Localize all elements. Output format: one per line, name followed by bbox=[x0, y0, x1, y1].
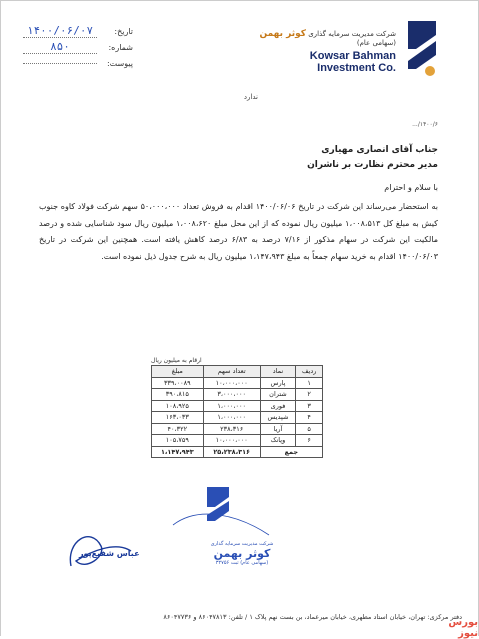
total-row bbox=[152, 446, 323, 458]
cell: ۴۰،۳۲۲ bbox=[152, 423, 204, 435]
header-amount: مبلغ bbox=[152, 366, 204, 378]
company-header bbox=[236, 29, 396, 74]
cell: ۱۰۸،۹۲۵ bbox=[152, 400, 204, 412]
table-row bbox=[152, 400, 323, 412]
table-unit-note: ارقام به میلیون ریال bbox=[151, 357, 202, 364]
company-name-en-1: Kowsar Bahman bbox=[309, 50, 396, 62]
purchase-table bbox=[151, 365, 323, 458]
attachment-note: ندارد bbox=[243, 93, 258, 101]
cell: ۲۳۸،۳۱۶ bbox=[203, 423, 260, 435]
number-row bbox=[23, 39, 133, 55]
addressee bbox=[307, 143, 438, 173]
number-value: ۸۵۰ bbox=[23, 40, 97, 54]
company-name-en-2: Investment Co. bbox=[317, 62, 396, 74]
stamp-line-3: (سهامی عام) ثبت ۳۲۷۵۶ bbox=[215, 560, 269, 566]
attachment-label: پیوست: bbox=[106, 58, 133, 68]
signatory-name: عباس شفیع‌پور bbox=[79, 549, 140, 558]
footer-address: دفتر مرکزی: تهران، خیابان استاد مطهری، خیابان میرعماد، بن بست نهم پلاک ۱ / تلفن: ۸۶۰۴۷۸۱۳ و ۸۶۰۴۷۷۳۶ bbox=[163, 613, 462, 621]
cell: شتران bbox=[260, 389, 295, 401]
header-shares: تعداد سهم bbox=[203, 366, 260, 378]
cell: ۱۶۳،۰۳۳ bbox=[152, 412, 204, 424]
stamp-line-1: شرکت مدیریت سرمایه گذاری bbox=[210, 541, 274, 547]
cell: پارس bbox=[260, 377, 295, 389]
date-label: تاریخ: bbox=[114, 26, 133, 36]
total-shares: ۲۵،۲۳۸،۳۱۶ bbox=[203, 446, 260, 458]
cell: ۴ bbox=[296, 412, 323, 424]
date-value: ۱۴۰۰/۰۶/۰۷ bbox=[23, 24, 97, 38]
cell: وپانک bbox=[260, 435, 295, 447]
table-row bbox=[152, 423, 323, 435]
table-header-row bbox=[152, 366, 323, 378]
header-symbol: نماد bbox=[260, 366, 295, 378]
date-row bbox=[23, 23, 133, 39]
letter-meta bbox=[23, 23, 133, 71]
cell: ۱،۰۰۰،۰۰۰ bbox=[203, 400, 260, 412]
cell: ۱۰۵،۷۵۹ bbox=[152, 435, 204, 447]
cell: ۱ bbox=[296, 377, 323, 389]
cell: ۳،۰۰۰،۰۰۰ bbox=[203, 389, 260, 401]
cell: ۱۰،۰۰۰،۰۰۰ bbox=[203, 377, 260, 389]
cell: ۳ bbox=[296, 400, 323, 412]
attachment-row bbox=[23, 55, 133, 71]
watermark: بورس نیوز bbox=[448, 617, 478, 639]
company-name-fa bbox=[236, 29, 396, 47]
company-suffix: (سهامی عام) bbox=[356, 39, 396, 47]
attachment-value bbox=[23, 63, 97, 64]
header-row-no: ردیف bbox=[296, 366, 323, 378]
number-label: شماره: bbox=[108, 42, 133, 52]
cell: آریا bbox=[260, 423, 295, 435]
total-label: جمع bbox=[260, 446, 322, 458]
addressee-name: جناب آقای انصاری مهیاری bbox=[321, 145, 438, 155]
table-row bbox=[152, 377, 323, 389]
table-row bbox=[152, 435, 323, 447]
cell: ۱۰،۰۰۰،۰۰۰ bbox=[203, 435, 260, 447]
addressee-title: مدیر محترم نظارت بر ناشران bbox=[307, 160, 438, 170]
cell: ۲ bbox=[296, 389, 323, 401]
stamp-text bbox=[197, 541, 287, 566]
company-logo bbox=[402, 19, 438, 79]
cell: فوری bbox=[260, 400, 295, 412]
doc-ref: ۱۴۰۰/۶/... bbox=[412, 121, 438, 128]
cell: شپدیس bbox=[260, 412, 295, 424]
cell: ۶ bbox=[296, 435, 323, 447]
cell: ۱،۰۰۰،۰۰۰ bbox=[203, 412, 260, 424]
cell: ۳۳۹،۰۰۸۹ bbox=[152, 377, 204, 389]
company-brand: کوثر بهمن bbox=[259, 29, 306, 39]
table-row bbox=[152, 389, 323, 401]
total-amount: ۱،۱۴۷،۹۴۳ bbox=[152, 446, 204, 458]
letter-body: به استحضار می‌رساند این شرکت در تاریخ ۱۴۰۰/۰۶/۰۶ اقدام به فروش تعداد ۵۰،۰۰۰،۰۰۰ سهم شرکت فولاد کاوه جنوب کیش به مبلغ کل ۱،۰۰۸،۵۱۳ میلیون ریال نموده که از این محل مبلغ ۱،۰۰۸،۶۲۰ میلیون ریال سود شناسایی شده و درصد مالکیت این شرکت در سهام مذکور از ۷/۱۶ درصد به ۶/۸۳ درصد کاهش یافته است. همچنین این شرکت در تاریخ ۱۴۰۰/۰۶/۰۳ اقدام به خرید سهام جمعاً به مبلغ ۱،۱۴۷،۹۴۳ میلیون ریال به شرح جدول ذیل نموده است. bbox=[39, 202, 438, 261]
table-row bbox=[152, 412, 323, 424]
cell: ۵ bbox=[296, 423, 323, 435]
greeting: با سلام و احترام bbox=[384, 183, 438, 192]
stamp-line-2: کوثر بهمن bbox=[213, 547, 271, 560]
company-fa-prefix: شرکت مدیریت سرمایه گذاری bbox=[308, 30, 396, 38]
cell: ۳۹۰،۸۱۵ bbox=[152, 389, 204, 401]
